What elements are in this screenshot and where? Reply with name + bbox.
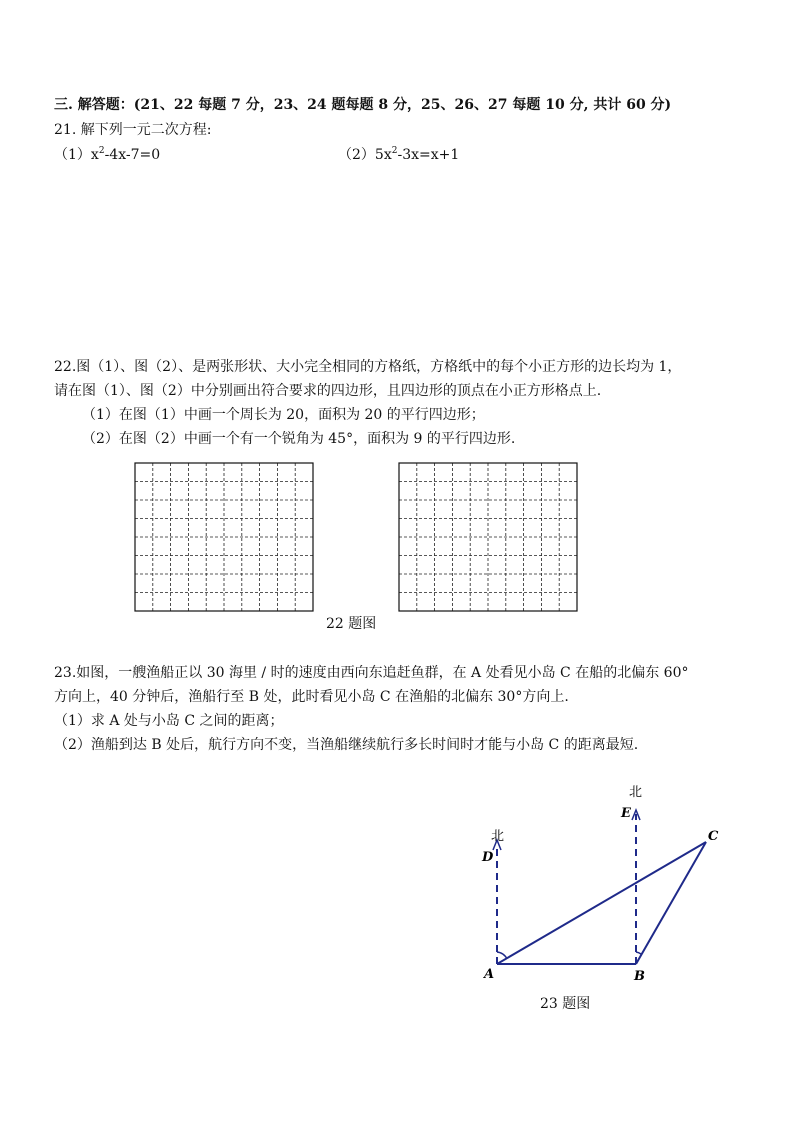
q21-part1-label: （1） — [54, 147, 91, 163]
label-a: A — [484, 967, 495, 980]
q21-part2-label: （2） — [338, 147, 375, 163]
q23-caption: 23 题图 — [540, 996, 591, 1012]
label-c: C — [708, 829, 719, 844]
q22-caption: 22 题图 — [326, 616, 377, 632]
segment-bc — [636, 842, 706, 964]
q23-stem-line2: 方向上，40 分钟后，渔船行至 B 处，此时看见小岛 C 在渔船的北偏东 30°方向上. — [54, 689, 569, 705]
section-heading: 三. 解答题：(21、22 每题 7 分，23、24 题每题 8 分，25、26、27 每题 10 分, 共计 60 分) — [54, 97, 672, 113]
q21-part1-exponent: 2 — [98, 146, 105, 156]
angle-mark-b — [636, 952, 641, 954]
q21-part2-exponent: 2 — [391, 146, 398, 156]
label-e: E — [621, 806, 631, 821]
q21-part1-rest: -4x-7=0 — [104, 147, 161, 163]
q21-stem: 21. 解下列一元二次方程: — [54, 122, 212, 138]
north-label-a: 北 — [491, 829, 505, 844]
q23-stem-line1: 23.如图，一艘渔船正以 30 海里 / 时的速度由西向东追赶鱼群，在 A 处看见小岛 C 在船的北偏东 60° — [54, 665, 689, 681]
q23-figure — [470, 780, 730, 980]
q21-part1 — [54, 146, 160, 164]
q22-part1: （1）在图（1）中画一个周长为 20，面积为 20 的平行四边形； — [82, 407, 485, 423]
q21-part2-rest: -3x=x+1 — [397, 147, 460, 163]
grid-figure-1 — [134, 462, 314, 612]
label-b: B — [634, 969, 645, 980]
grid-figure-2 — [398, 462, 578, 612]
q22-stem-line1: 22.图（1）、图（2）、是两张形状、大小完全相同的方格纸，方格纸中的每个小正方形的边长均为 1， — [54, 359, 682, 375]
label-d: D — [482, 850, 494, 865]
q23-part2: （2）渔船到达 B 处后，航行方向不变，当渔船继续航行多长时间时才能与小岛 C 的距离最短. — [54, 737, 639, 753]
segment-ac — [497, 842, 706, 964]
q22-stem-line2: 请在图（1）、图（2）中分别画出符合要求的四边形，且四边形的顶点在小正方形格点上. — [54, 383, 602, 399]
q23-part1: （1）求 A 处与小岛 C 之间的距离； — [54, 713, 284, 729]
q21-part2-base: 5x — [374, 147, 392, 163]
q22-part2: （2）在图（2）中画一个有一个锐角为 45°，面积为 9 的平行四边形. — [82, 431, 516, 447]
north-label-b: 北 — [629, 785, 643, 800]
q21-part1-base: x — [90, 147, 99, 163]
q21-part2 — [338, 146, 459, 164]
